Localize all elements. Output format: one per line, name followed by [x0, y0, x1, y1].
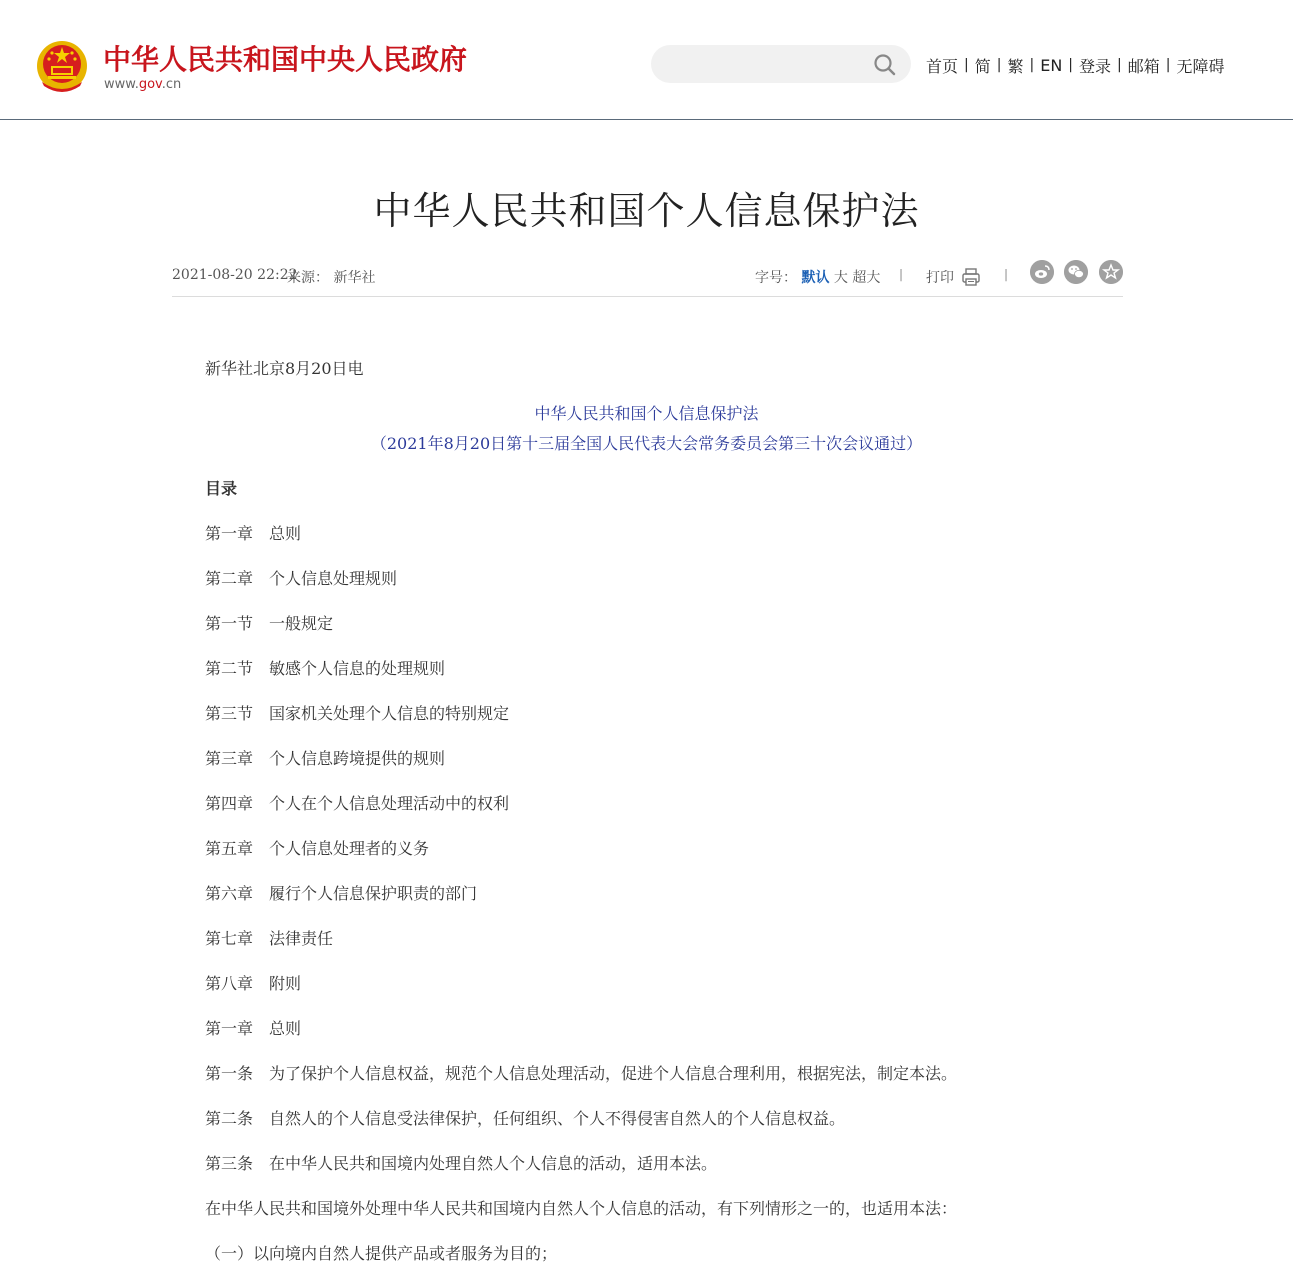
font-size-control: [755, 267, 880, 287]
nav-separator: |: [964, 57, 969, 73]
search-input[interactable]: [667, 45, 867, 83]
font-size-default[interactable]: 默认: [801, 270, 830, 286]
law-subtitle: （2021年8月20日第十三届全国人民代表大会常务委员会第三十次会议通过）: [370, 434, 923, 453]
toc-item: 第三章 个人信息跨境提供的规则: [205, 749, 446, 768]
law-title: 中华人民共和国个人信息保护法: [534, 404, 759, 423]
toc-item: 第六章 履行个人信息保护职责的部门: [205, 884, 478, 903]
toc-heading: 目录: [205, 479, 238, 498]
print-button[interactable]: 打印: [926, 270, 954, 286]
site-header: [0, 0, 1293, 120]
article-3-item-1: （一）以向境内自然人提供产品或者服务为目的；: [205, 1244, 558, 1263]
weibo-icon[interactable]: [1030, 260, 1054, 284]
toc-item: 第八章 附则: [205, 974, 302, 993]
chapter-heading: 第一章 总则: [205, 1019, 302, 1038]
nav-home[interactable]: 首页: [926, 56, 959, 76]
article-title: 中华人民共和国个人信息保护法: [373, 189, 920, 233]
nav-simplified[interactable]: 简: [974, 56, 991, 76]
article-2: 第二条 自然人的个人信息受法律保护，任何组织、个人不得侵害自然人的个人信息权益。: [205, 1109, 846, 1128]
article-3-paragraph-2: 在中华人民共和国境外处理中华人民共和国境内自然人个人信息的活动，有下列情形之一的，也适用本法：: [205, 1199, 958, 1218]
font-size-xlarge[interactable]: 超大: [852, 270, 881, 286]
site-url: [104, 77, 181, 92]
nav-separator: |: [1117, 57, 1122, 73]
toc-item: 第一节 一般规定: [205, 614, 334, 633]
article-source: 来源： 新华社: [287, 270, 376, 286]
site-url-prefix: www.: [104, 77, 139, 92]
nav-login[interactable]: 登录: [1079, 56, 1112, 76]
nav-separator: |: [1029, 57, 1035, 73]
nav-english[interactable]: EN: [1040, 55, 1063, 75]
top-nav: [920, 52, 1230, 78]
toc-item: 第三节 国家机关处理个人信息的特别规定: [205, 704, 510, 723]
toc-item: 第四章 个人在个人信息处理活动中的权利: [205, 794, 510, 813]
nav-separator: |: [996, 57, 1002, 73]
toc-item: 第二章 个人信息处理规则: [205, 569, 398, 588]
wechat-icon[interactable]: [1064, 260, 1088, 284]
site-url-accent: gov: [138, 77, 162, 92]
nav-separator: |: [1068, 57, 1073, 73]
meta-separator: |: [1004, 267, 1009, 281]
national-emblem-icon[interactable]: [36, 38, 88, 94]
font-size-large[interactable]: 大: [833, 270, 848, 286]
favorite-icon[interactable]: [1099, 260, 1123, 284]
article-meta-bar: [172, 258, 1123, 297]
article-3: 第三条 在中华人民共和国境内处理自然人个人信息的活动，适用本法。: [205, 1154, 718, 1173]
article-1: 第一条 为了保护个人信息权益，规范个人信息处理活动，促进个人信息合理利用，根据宪法，制定本法。: [205, 1064, 958, 1083]
nav-separator: |: [1165, 57, 1171, 73]
nav-accessibility[interactable]: 无障碍: [1176, 56, 1225, 76]
toc-item: 第五章 个人信息处理者的义务: [205, 839, 430, 858]
font-size-label: 字号：: [755, 270, 797, 286]
nav-traditional[interactable]: 繁: [1007, 56, 1024, 76]
printer-icon[interactable]: [961, 267, 981, 287]
dateline: 新华社北京8月20日电: [205, 359, 364, 378]
meta-separator: |: [899, 267, 904, 281]
toc-item: 第二节 敏感个人信息的处理规则: [205, 659, 446, 678]
toc-item: 第一章 总则: [205, 524, 302, 543]
nav-mailbox[interactable]: 邮箱: [1127, 56, 1160, 76]
site-url-suffix: .cn: [161, 77, 182, 92]
site-name[interactable]: 中华人民共和国中央人民政府: [103, 43, 468, 76]
publish-date: 2021-08-20 22:22: [172, 267, 298, 283]
toc-item: 第七章 法律责任: [205, 929, 334, 948]
search-icon[interactable]: [872, 52, 898, 78]
